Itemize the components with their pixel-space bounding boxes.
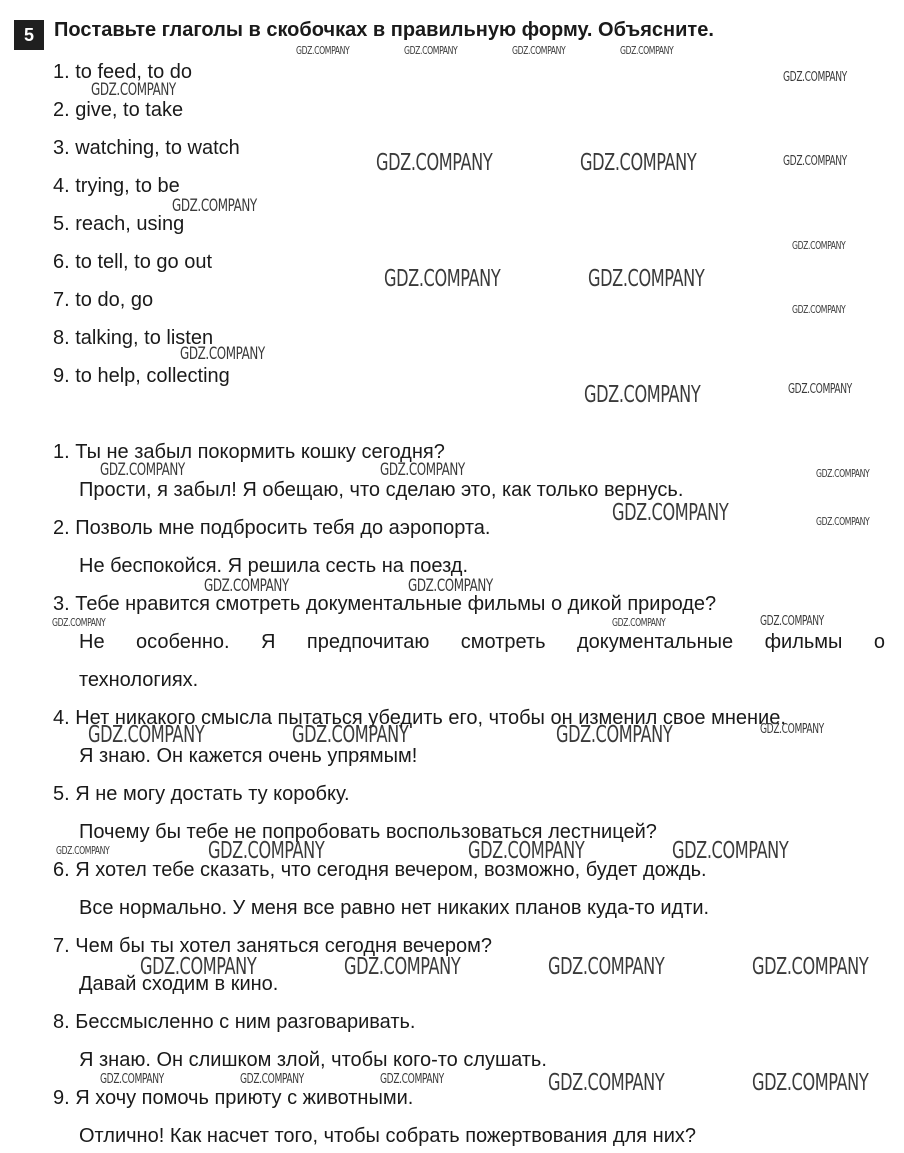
watermark: GDZ.COMPANY	[56, 844, 110, 857]
watermark: GDZ.COMPANY	[384, 266, 501, 292]
watermark: GDZ.COMPANY	[408, 576, 493, 596]
watermark: GDZ.COMPANY	[344, 954, 461, 980]
watermark: GDZ.COMPANY	[100, 1072, 164, 1087]
word: о	[873, 631, 885, 653]
task-number-badge: 5	[14, 20, 44, 50]
answer-item-7: 7. to do, go	[53, 289, 154, 311]
translation-question-7: 7. Чем бы ты хотел заняться сегодня вечером?	[53, 935, 492, 957]
watermark: GDZ.COMPANY	[612, 500, 729, 526]
watermark: GDZ.COMPANY	[588, 266, 705, 292]
watermark: GDZ.COMPANY	[760, 722, 824, 737]
watermark: GDZ.COMPANY	[783, 154, 847, 169]
watermark: GDZ.COMPANY	[620, 44, 674, 57]
watermark: GDZ.COMPANY	[296, 44, 350, 57]
translation-answer-4: Я знаю. Он кажется очень упрямым!	[79, 745, 418, 767]
watermark: GDZ.COMPANY	[100, 460, 185, 480]
translation-answer-7: Давай сходим в кино.	[79, 973, 279, 995]
translation-answer-6: Все нормально. У меня все равно нет никаких планов куда-то идти.	[79, 897, 710, 919]
answer-item-8: 8. talking, to listen	[53, 327, 214, 349]
word: предпочитаю	[306, 631, 430, 653]
watermark: GDZ.COMPANY	[612, 616, 666, 629]
translation-answer-2: Не беспокойся. Я решила сесть на поезд.	[79, 555, 469, 577]
word: фильмы	[764, 631, 843, 653]
translation-answer-8: Я знаю. Он слишком злой, чтобы кого-то слушать.	[79, 1049, 547, 1071]
watermark: GDZ.COMPANY	[548, 1070, 665, 1096]
translation-question-8: 8. Бессмысленно с ним разговаривать.	[53, 1011, 416, 1033]
watermark: GDZ.COMPANY	[752, 1070, 869, 1096]
translation-answer-3-line-1	[79, 630, 885, 654]
watermark: GDZ.COMPANY	[172, 196, 257, 216]
watermark: GDZ.COMPANY	[380, 460, 465, 480]
watermark: GDZ.COMPANY	[204, 576, 289, 596]
answer-item-5: 5. reach, using	[53, 213, 185, 235]
watermark: GDZ.COMPANY	[468, 838, 585, 864]
watermark: GDZ.COMPANY	[91, 80, 176, 100]
watermark: GDZ.COMPANY	[380, 1072, 444, 1087]
watermark: GDZ.COMPANY	[672, 838, 789, 864]
watermark: GDZ.COMPANY	[52, 616, 106, 629]
word: смотреть	[460, 631, 546, 653]
watermark: GDZ.COMPANY	[208, 838, 325, 864]
translation-question-4: 4. Нет никакого смысла пытаться убедить его, чтобы он изменил свое мнение.	[53, 707, 786, 729]
watermark: GDZ.COMPANY	[788, 382, 852, 397]
watermark: GDZ.COMPANY	[548, 954, 665, 980]
watermark: GDZ.COMPANY	[783, 70, 847, 85]
watermark: GDZ.COMPANY	[292, 722, 409, 748]
watermark: GDZ.COMPANY	[584, 382, 701, 408]
watermark: GDZ.COMPANY	[792, 239, 846, 252]
watermark: GDZ.COMPANY	[792, 303, 846, 316]
watermark: GDZ.COMPANY	[376, 150, 493, 176]
translation-answer-9: Отлично! Как насчет того, чтобы собрать пожертвования для них?	[79, 1125, 696, 1147]
translation-question-3: 3. Тебе нравится смотреть документальные фильмы о дикой природе?	[53, 593, 717, 615]
watermark: GDZ.COMPANY	[88, 722, 205, 748]
answer-item-6: 6. to tell, to go out	[53, 251, 212, 273]
watermark: GDZ.COMPANY	[580, 150, 697, 176]
translation-answer-1: Прости, я забыл! Я обещаю, что сделаю это, как только вернусь.	[79, 479, 684, 501]
watermark: GDZ.COMPANY	[512, 44, 566, 57]
word: Я	[261, 631, 276, 653]
watermark: GDZ.COMPANY	[752, 954, 869, 980]
answer-item-4: 4. trying, to be	[53, 175, 180, 197]
watermark: GDZ.COMPANY	[404, 44, 458, 57]
task-title: Поставьте глаголы в скобочках в правильную форму. Объясните.	[54, 19, 714, 41]
translation-question-6: 6. Я хотел тебе сказать, что сегодня вечером, возможно, будет дождь.	[53, 859, 707, 881]
answer-item-3: 3. watching, to watch	[53, 137, 240, 159]
watermark: GDZ.COMPANY	[816, 467, 870, 480]
answer-item-9: 9. to help, collecting	[53, 365, 230, 387]
word: документальные	[576, 631, 734, 653]
translation-question-2: 2. Позволь мне подбросить тебя до аэропорта.	[53, 517, 491, 539]
watermark: GDZ.COMPANY	[240, 1072, 304, 1087]
translation-question-9: 9. Я хочу помочь приюту с животными.	[53, 1087, 414, 1109]
translation-answer-3-line-2: технологиях.	[79, 669, 199, 691]
answer-item-1: 1. to feed, to do	[53, 61, 192, 83]
translation-question-1: 1. Ты не забыл покормить кошку сегодня?	[53, 441, 445, 463]
word: Не	[79, 631, 105, 653]
watermark: GDZ.COMPANY	[816, 515, 870, 528]
word: особенно.	[136, 631, 230, 653]
watermark: GDZ.COMPANY	[556, 722, 673, 748]
translation-question-5: 5. Я не могу достать ту коробку.	[53, 783, 350, 805]
watermark: GDZ.COMPANY	[180, 344, 265, 364]
translation-answer-5: Почему бы тебе не попробовать воспользоваться лестницей?	[79, 821, 657, 843]
watermark: GDZ.COMPANY	[760, 614, 824, 629]
answer-item-2: 2. give, to take	[53, 99, 184, 121]
watermark: GDZ.COMPANY	[140, 954, 257, 980]
